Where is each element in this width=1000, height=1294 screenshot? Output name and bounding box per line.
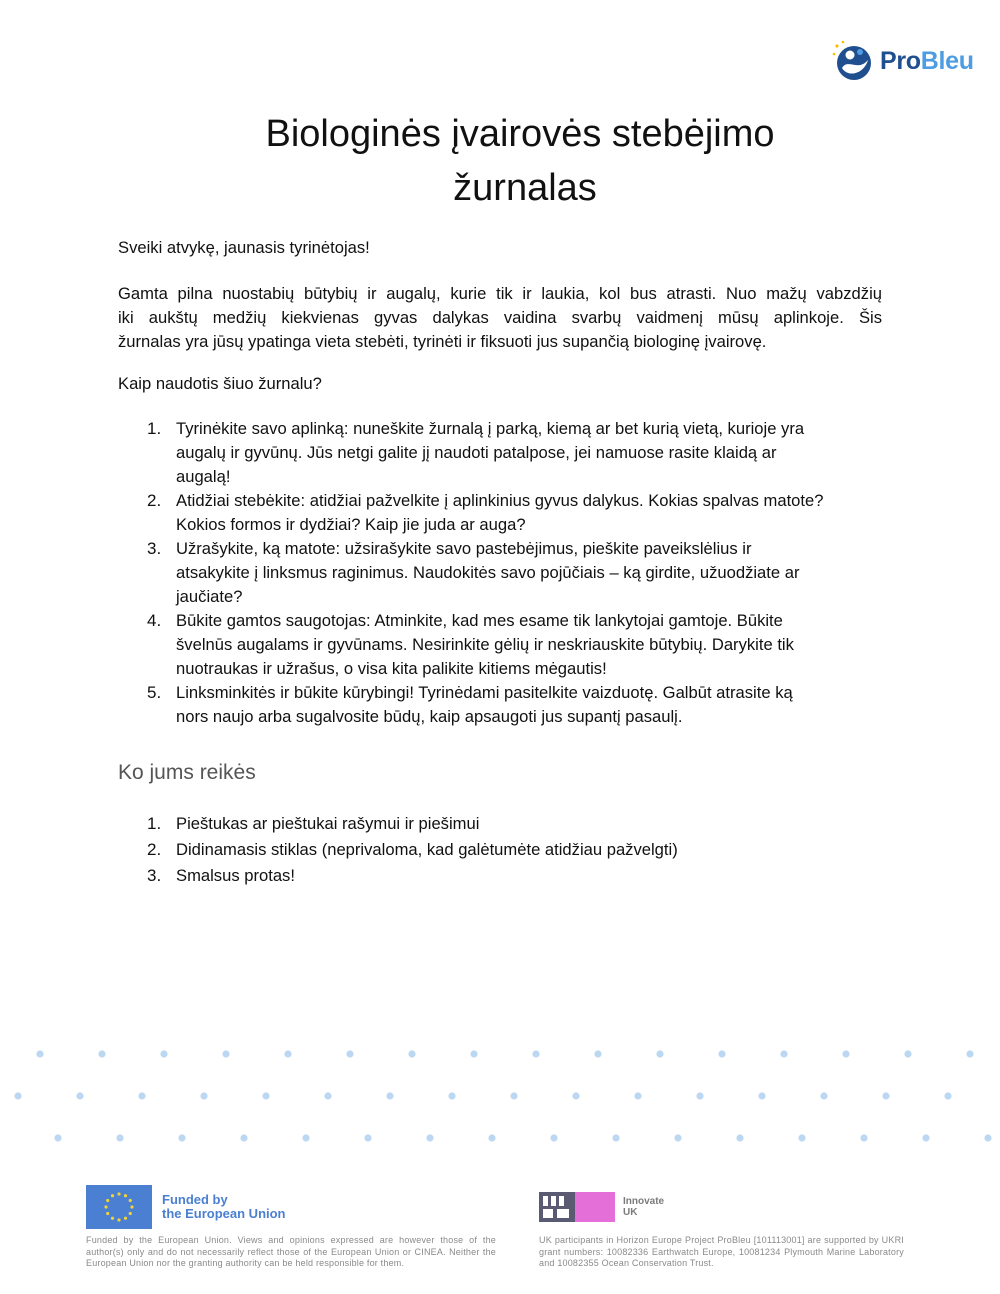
eu-star (111, 1194, 114, 1197)
list-line: Užrašykite, ką matote: užsirašykite savo pastebėjimus, pieškite paveikslėlius ir (176, 539, 752, 558)
logo-bleu: Bleu (920, 46, 974, 75)
list-line: nors naujo arba sugalvosite būdų, kaip apsaugoti jus supantį pasaulį. (176, 707, 683, 726)
dot (14, 1092, 21, 1099)
eu-line-1: Funded by (162, 1192, 228, 1207)
dot (842, 1050, 849, 1057)
list-number: 2. (147, 840, 162, 859)
dot (76, 1092, 83, 1099)
dot (284, 1050, 291, 1057)
dot (302, 1134, 309, 1141)
list-item (118, 864, 900, 888)
list-number: 4. (147, 611, 162, 630)
ukri-text: UK participants in Horizon Europe Project ProBleu [101113001] are supported by UKRI grant numbers: 10082336 Earthwatch Europe, 10081234 Plymouth Marine Laboratory and 10082355 Ocean Conservation Trust. (539, 1235, 904, 1268)
dot (984, 1134, 991, 1141)
innovate-line-1: Innovate (623, 1196, 665, 1207)
dot (408, 1050, 415, 1057)
list-line: jaučiate? (176, 587, 243, 606)
dot (696, 1092, 703, 1099)
ukri-badge (539, 1185, 904, 1229)
eu-star (117, 1192, 120, 1195)
dot (674, 1134, 681, 1141)
dot (904, 1050, 911, 1057)
list-number: 1. (147, 814, 162, 833)
eu-star (124, 1194, 127, 1197)
list-line: švelnūs augalams ir gyvūnams. Nesirinkite gėlių ir neskriauskite būtybių. Darykite tik (176, 635, 794, 654)
dot (718, 1050, 725, 1057)
dot (36, 1050, 43, 1057)
ukri-logo-icon (539, 1192, 615, 1222)
list-number: 2. (147, 491, 162, 510)
dot (116, 1134, 123, 1141)
needs-list (118, 812, 900, 888)
list-item (118, 838, 900, 862)
eu-star (129, 1212, 132, 1215)
page-title (0, 107, 1000, 215)
list-line: atsakykite į linksmus raginimus. Naudokitės savo pojūčiais – ką girdite, užuodžiate ar (176, 563, 800, 582)
dot (262, 1092, 269, 1099)
dot (240, 1134, 247, 1141)
probleu-logo-icon (830, 38, 876, 84)
decorative-dots (0, 1040, 1000, 1150)
dot (820, 1092, 827, 1099)
logo-wordmark (880, 47, 974, 76)
dot (488, 1134, 495, 1141)
innovate-line-2: UK (623, 1207, 638, 1218)
how-to-heading-block (118, 372, 882, 396)
list-item (118, 537, 900, 609)
list-line: Būkite gamtos saugotojas: Atminkite, kad mes esame tik lankytojai gamtoje. Būkite (176, 611, 783, 630)
how-to-list (118, 417, 900, 729)
dot (532, 1050, 539, 1057)
dot (780, 1050, 787, 1057)
list-line: Kokios formos ir dydžiai? Kaip jie juda ar auga? (176, 515, 526, 534)
dot (54, 1134, 61, 1141)
intro-line: iki aukštų medžių kiekvienas gyvas dalykas vaidina svarbų vaidmenį mūsų aplinkoje. Šis (118, 308, 882, 327)
dot (550, 1134, 557, 1141)
list-line: augalų ir gyvūnų. Jūs netgi galite jį naudoti patalpose, jei namuose rasite klaidą ar (176, 443, 777, 462)
list-number: 5. (147, 683, 162, 702)
dot (386, 1092, 393, 1099)
dot (736, 1134, 743, 1141)
eu-flag-icon (86, 1185, 152, 1229)
list-item (118, 812, 900, 836)
eu-star (117, 1218, 120, 1221)
list-number: 3. (147, 539, 162, 558)
dot (798, 1134, 805, 1141)
dot (966, 1050, 973, 1057)
list-line: Tyrinėkite savo aplinką: nuneškite žurnalą į parką, kiemą ar bet kurią vietą, kurioje yra (176, 419, 805, 438)
eu-star (104, 1205, 107, 1208)
list-line: augalą! (176, 467, 231, 486)
how-to-heading: Kaip naudotis šiuo žurnalu? (118, 374, 322, 393)
dot (98, 1050, 105, 1057)
eu-badge (86, 1185, 496, 1229)
list-item (118, 609, 900, 681)
greeting: Sveiki atvykę, jaunasis tyrinėtojas! (118, 238, 370, 257)
list-item (118, 489, 900, 537)
list-line: nuotraukas ir užrašus, o visa kita palikite kitiems mėgautis! (176, 659, 607, 678)
dot (364, 1134, 371, 1141)
dot (860, 1134, 867, 1141)
title-line-2: žurnalas (453, 167, 597, 209)
eu-star (129, 1199, 132, 1202)
list-text: Pieštukas ar pieštukai rašymui ir piešimui (176, 814, 480, 833)
dot (222, 1050, 229, 1057)
dot (944, 1092, 951, 1099)
dot (426, 1134, 433, 1141)
title-line-1: Biologinės įvairovės stebėjimo (265, 113, 775, 155)
dot (178, 1134, 185, 1141)
eu-funding-block (86, 1185, 496, 1270)
greeting-block (118, 236, 882, 260)
needs-heading: Ko jums reikės (118, 761, 256, 784)
dot (656, 1050, 663, 1057)
list-line: Linksminkitės ir būkite kūrybingi! Tyrinėdami pasitelkite vaizduotę. Galbūt atrasite ką (176, 683, 793, 702)
intro-paragraph (118, 282, 882, 354)
list-text: Didinamasis stiklas (neprivaloma, kad galėtumėte atidžiau pažvelgti) (176, 840, 678, 859)
dot (510, 1092, 517, 1099)
list-number: 1. (147, 419, 162, 438)
eu-star (124, 1217, 127, 1220)
probleu-logo (830, 38, 974, 84)
innovate-uk-label (623, 1196, 664, 1218)
intro-line: žurnalas yra jūsų ypatinga vieta stebėti, tyrinėti ir fiksuoti jus supančią biologinę įvairovę. (118, 332, 767, 351)
eu-star (106, 1199, 109, 1202)
dot (324, 1092, 331, 1099)
dot (922, 1134, 929, 1141)
eu-line-2: the European Union (162, 1206, 286, 1221)
dot (470, 1050, 477, 1057)
dot (160, 1050, 167, 1057)
dot (758, 1092, 765, 1099)
dot (448, 1092, 455, 1099)
list-number: 3. (147, 866, 162, 885)
eu-star (130, 1205, 133, 1208)
eu-star (111, 1217, 114, 1220)
ukri-funding-block (539, 1185, 904, 1270)
dot (572, 1092, 579, 1099)
dot (138, 1092, 145, 1099)
list-text: Smalsus protas! (176, 866, 295, 885)
eu-star (106, 1212, 109, 1215)
dot (882, 1092, 889, 1099)
eu-label (162, 1193, 286, 1221)
logo-pro: Pro (880, 46, 921, 75)
dot (200, 1092, 207, 1099)
dot (346, 1050, 353, 1057)
eu-disclaimer: Funded by the European Union. Views and opinions expressed are however those of the author(s) only and do not necessarily reflect those of the European Union or CINEA. Neither the European Union nor the granting authority can be held responsible for them. (86, 1235, 496, 1268)
intro-line: Gamta pilna nuostabių būtybių ir augalų, kurie tik ir laukia, kol bus atrasti. Nuo mažų vabzdžių (118, 284, 882, 303)
dot (594, 1050, 601, 1057)
list-item (118, 417, 900, 489)
dot (612, 1134, 619, 1141)
list-line: Atidžiai stebėkite: atidžiai pažvelkite į aplinkinius gyvus dalykus. Kokias spalvas matote? (176, 491, 824, 510)
dot (634, 1092, 641, 1099)
list-item (118, 681, 900, 729)
